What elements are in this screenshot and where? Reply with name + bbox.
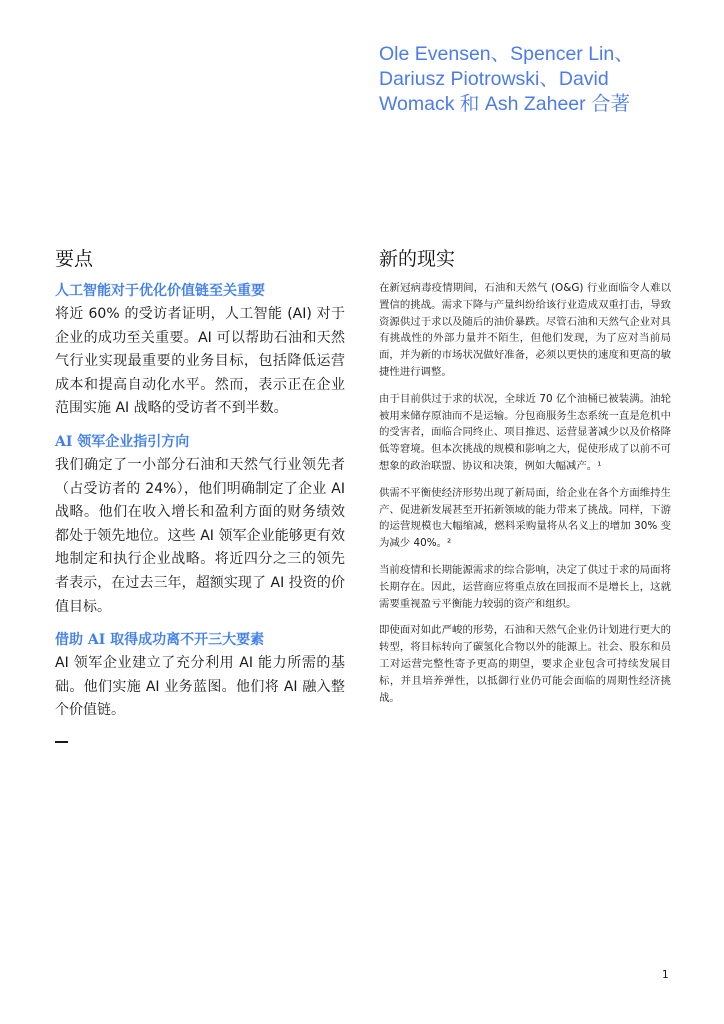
body-paragraph: 供需不平衡使经济形势出现了新局面，给企业在各个方面维持生产、促进新发展甚至开拓新领域的能力带来了挑战。同样，下游的运营规模也大幅缩减，燃料采购量将从名义上的增加 30% 变为减少 40%。²: [379, 486, 671, 550]
key-point-body: 我们确定了一小部分石油和天然气行业领先者（占受访者的 24%），他们明确制定了企业 AI 战略。他们在收入增长和盈利方面的财务绩效都处于领先地位。这些 AI 领军企业能够更有效地制定和执行企业战略。将近四分之三的领先者表示，在过去三年，超额实现了 AI 投资的价值目标。: [55, 456, 345, 615]
key-points-heading: 要点: [55, 248, 94, 270]
authors-byline: Ole Evensen、Spencer Lin、Dariusz Piotrowski、David Womack 和 Ash Zaheer 合著: [379, 43, 634, 115]
key-point-title: 人工智能对于优化价值链至关重要: [55, 283, 265, 299]
key-point-title: 借助 AI 取得成功离不开三大要素: [55, 632, 265, 649]
body-paragraph: 在新冠病毒疫情期间，石油和天然气 (O&G) 行业面临令人难以置信的挑战。需求下降与产量纠纷给该行业造成双重打击，导致资源供过于求以及随后的油价暴跌。尽管石油和天然气企业对具有挑战性的外部力量并不陌生，但他们发现，为了应对当前局面，并为新的市场状况做好准备，必须以更快的速度和更高的敏捷性进行调整。: [379, 282, 671, 378]
new-reality-section: [379, 246, 671, 716]
body-paragraph: 由于目前供过于求的状况，全球近 70 亿个油桶已被装满。油轮被用来储存原油而不是运输。分包商服务生态系统一直是危机中的受害者，面临合同终止、项目推迟、运营显著减少以及价格降低等窘境。但本次挑战的规模和影响之大，促使形成了以前不可想象的政治联盟、协议和决策，例如大幅减产。¹: [379, 392, 671, 472]
new-reality-heading: 新的现实: [379, 248, 456, 270]
body-paragraph: 即使面对如此严峻的形势，石油和天然气企业仍计划进行更大的转型，将目标转向了碳氢化合物以外的能源上。社会、股东和员工对运营完整性寄予更高的期望，要求企业包含可持续发展目标，并且培养弹性，以抵御行业仍可能会面临的周期性经济挑战。: [379, 624, 671, 704]
key-point-body: 将近 60% 的受访者证明，人工智能 (AI) 对于企业的成功至关重要。AI 可以帮助石油和天然气行业实现最重要的业务目标，包括降低运营成本和提高自动化水平。然而，表示正在企业范围实施 AI 战略的受访者不到半数。: [55, 306, 345, 417]
section-end-dash: [55, 741, 68, 743]
key-point-item: [55, 431, 345, 619]
key-points-section: [55, 246, 345, 743]
key-point-item: [55, 629, 345, 723]
key-point-item: [55, 280, 345, 421]
page-number: 1: [662, 969, 669, 981]
key-point-title: AI 领军企业指引方向: [55, 433, 190, 450]
body-paragraph: 当前疫情和长期能源需求的综合影响，决定了供过于求的局面将长期存在。因此，运营商应将重点放在回报而不是增长上，这就需要重视盈亏平衡能力较弱的资产和组织。: [379, 563, 671, 610]
key-point-body: AI 领军企业建立了充分利用 AI 能力所需的基础。他们实施 AI 业务蓝图。他们将 AI 融入整个价值链。: [55, 655, 345, 719]
